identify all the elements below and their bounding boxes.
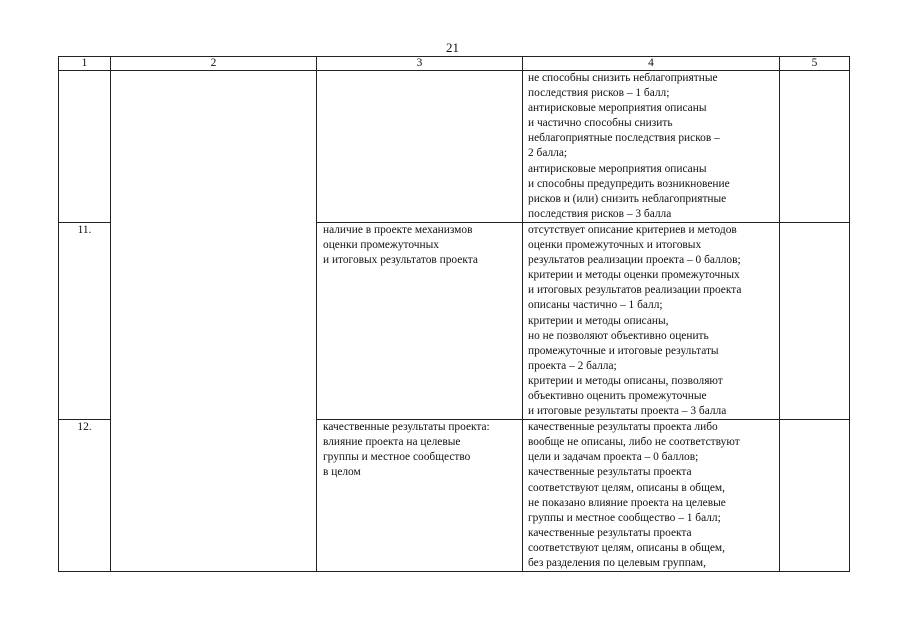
scoring-line: качественные результаты проекта bbox=[528, 466, 692, 479]
table-header-row bbox=[59, 57, 850, 71]
row-number-cell bbox=[59, 420, 111, 572]
scoring-line: промежуточные и итоговые результаты bbox=[528, 344, 719, 357]
scoring-line: объективно оценить промежуточные bbox=[528, 389, 707, 402]
scoring-line: критерии и методы описаны, bbox=[528, 314, 669, 327]
criterion-line: влияние проекта на целевые bbox=[323, 436, 461, 449]
scoring-line: проекта – 2 балла; bbox=[528, 359, 617, 372]
criterion-line: и итоговых результатов проекта bbox=[323, 254, 478, 267]
row-number-cell bbox=[59, 222, 111, 419]
scoring-line: и частично способны снизить bbox=[528, 117, 673, 130]
scoring-line: антирисковые мероприятия описаны bbox=[528, 102, 707, 115]
criterion-cell bbox=[317, 71, 523, 223]
column-5-cell bbox=[780, 420, 850, 572]
column-header-2: 2 bbox=[111, 57, 317, 71]
scoring-line: без разделения по целевым группам, bbox=[528, 557, 706, 569]
column-header-1: 1 bbox=[59, 57, 111, 71]
scoring-line: но не позволяют объективно оценить bbox=[528, 329, 709, 342]
row-number-cell bbox=[59, 71, 111, 223]
column-5-cell bbox=[780, 222, 850, 419]
criterion-line: наличие в проекте механизмов bbox=[323, 223, 473, 236]
column-5-cell bbox=[780, 71, 850, 223]
column-header-3: 3 bbox=[317, 57, 523, 71]
criterion-line: группы и местное сообщество bbox=[323, 451, 471, 464]
scoring-line: качественные результаты проекта bbox=[528, 526, 692, 539]
scoring-line: последствия рисков – 1 балл; bbox=[528, 87, 670, 100]
column-2-cell bbox=[111, 71, 317, 572]
scoring-line: и способны предупредить возникновение bbox=[528, 177, 730, 190]
scoring-cell bbox=[523, 420, 780, 572]
scoring-line: описаны частично – 1 балл; bbox=[528, 299, 663, 312]
scoring-cell bbox=[523, 71, 780, 223]
scoring-line: группы и местное сообщество – 1 балл; bbox=[528, 511, 721, 524]
criterion-cell bbox=[317, 420, 523, 572]
scoring-line: и итоговых результатов реализации проекта bbox=[528, 284, 742, 297]
scoring-line: критерии и методы описаны, позволяют bbox=[528, 374, 723, 387]
criterion-line: качественные результаты проекта: bbox=[323, 421, 490, 434]
scoring-line: рисков и (или) снизить неблагоприятные bbox=[528, 192, 727, 205]
criterion-line: оценки промежуточных bbox=[323, 239, 439, 252]
scoring-line: качественные результаты проекта либо bbox=[528, 421, 718, 434]
scoring-line: и итоговые результаты проекта – 3 балла bbox=[528, 405, 727, 418]
column-header-4: 4 bbox=[523, 57, 780, 71]
scoring-line: отсутствует описание критериев и методов bbox=[528, 223, 737, 236]
criterion-line: в целом bbox=[323, 466, 361, 479]
scoring-line: вообще не описаны, либо не соответствуют bbox=[528, 436, 740, 449]
scoring-line: соответствуют целям, описаны в общем, bbox=[528, 541, 725, 554]
scoring-line: результатов реализации проекта – 0 баллов; bbox=[528, 254, 741, 267]
scoring-line: не показано влияние проекта на целевые bbox=[528, 496, 726, 509]
table-row bbox=[59, 71, 850, 223]
scoring-line: 2 балла; bbox=[528, 147, 568, 160]
scoring-line: неблагоприятные последствия рисков – bbox=[528, 132, 720, 145]
scoring-line: не способны снизить неблагоприятные bbox=[528, 72, 718, 84]
scoring-cell bbox=[523, 222, 780, 419]
column-header-5: 5 bbox=[780, 57, 850, 71]
scoring-line: цели и задачам проекта – 0 баллов; bbox=[528, 451, 699, 464]
row-number: 11. bbox=[77, 223, 92, 236]
scoring-line: соответствуют целям, описаны в общем, bbox=[528, 481, 725, 494]
scoring-line: антирисковые мероприятия описаны bbox=[528, 162, 707, 175]
criterion-cell bbox=[317, 222, 523, 419]
page-number: 21 bbox=[446, 40, 459, 55]
row-number: 12. bbox=[77, 421, 92, 434]
scoring-line: оценки промежуточных и итоговых bbox=[528, 239, 702, 252]
criteria-table bbox=[58, 56, 850, 572]
scoring-line: критерии и методы оценки промежуточных bbox=[528, 269, 740, 282]
scoring-line: последствия рисков – 3 балла bbox=[528, 207, 672, 220]
